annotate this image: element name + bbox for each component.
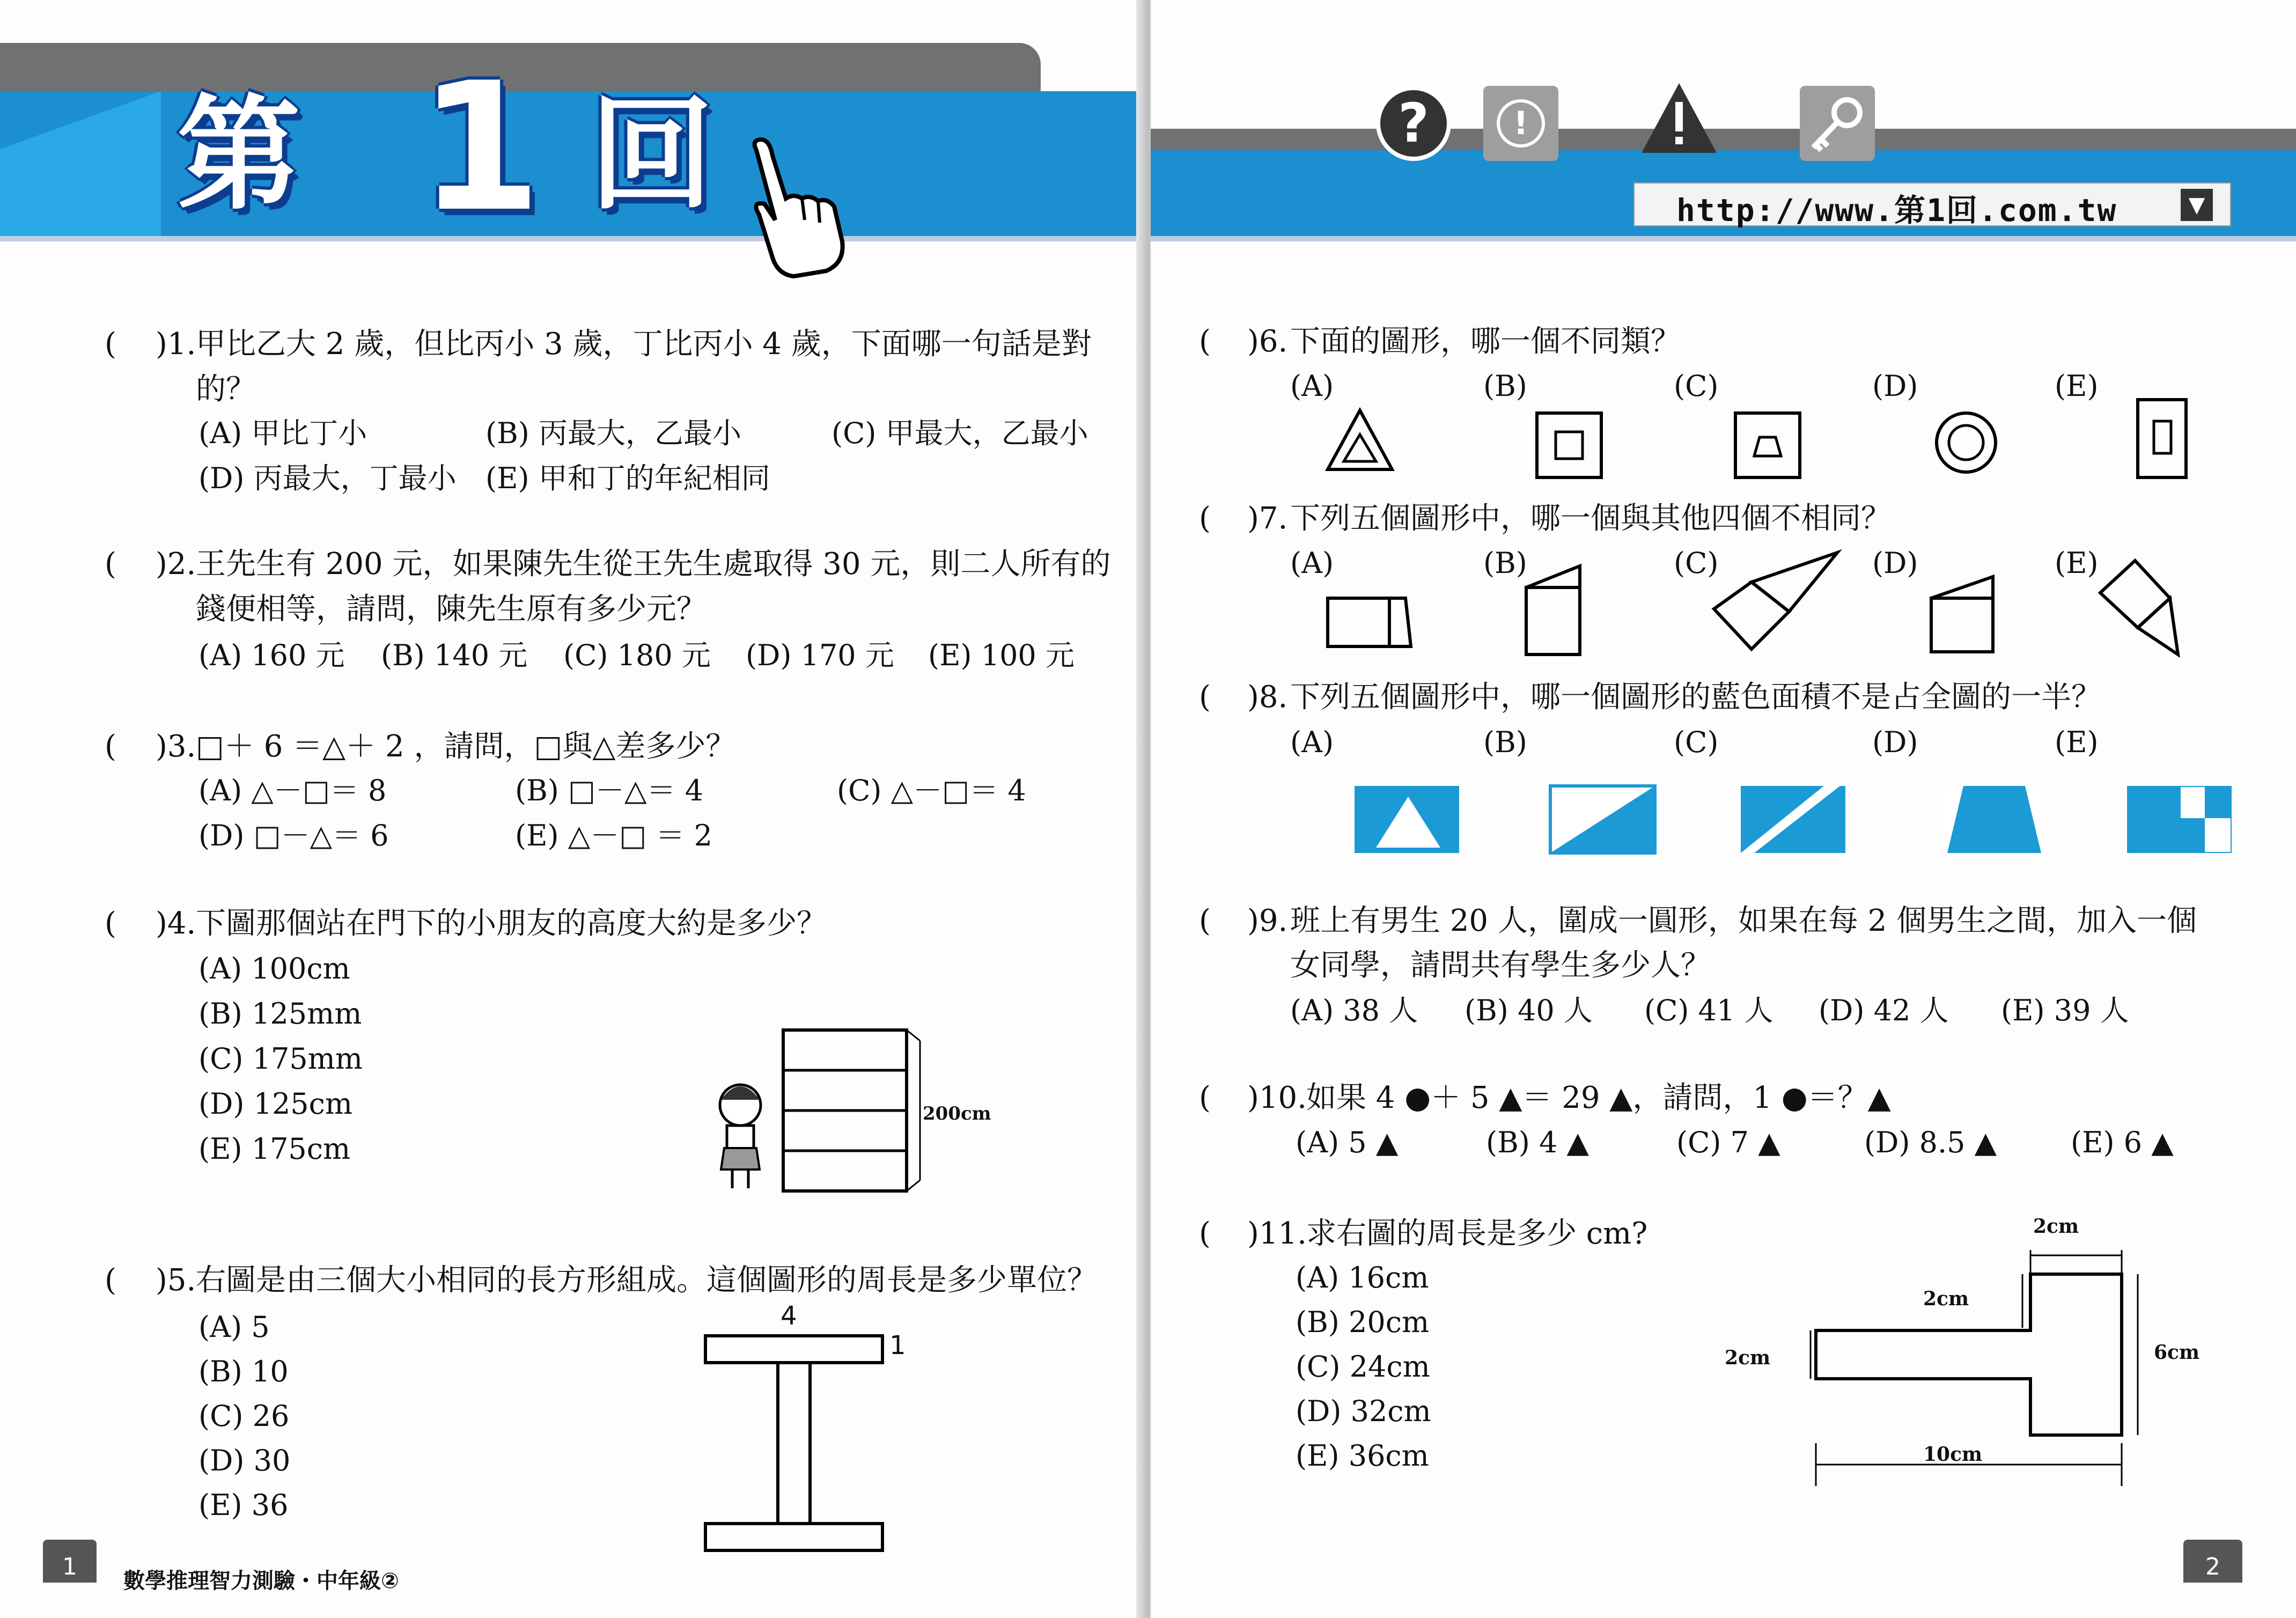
q1-option-d: (D) 丙最大，丁最小 (198, 461, 457, 495)
question-1-text: 甲比乙大 2 歲，但比丙小 3 歲，丁比丙小 4 歲，下面哪一句話是對 (196, 327, 1092, 362)
q7-option-c: (C) (1674, 546, 1719, 580)
title-char-1: 第 (177, 84, 301, 227)
question-7-number: )7. (1247, 501, 1288, 536)
q11-option-e: (E) 36cm (1296, 1439, 1429, 1473)
answer-paren-q5: ( (105, 1263, 116, 1298)
q9-option-b: (B) 40 人 (1465, 994, 1593, 1027)
q9-option-e: (E) 39 人 (2001, 994, 2129, 1027)
q7-option-d: (D) (1872, 546, 1918, 580)
page-number-right: 2 (2205, 1553, 2220, 1580)
q5-option-e: (E) 36 (198, 1488, 289, 1522)
question-4-number: )4. (156, 906, 196, 941)
q6-option-c: (C) (1674, 369, 1719, 403)
q5-label-side: 1 (889, 1330, 906, 1360)
q11-option-a: (A) 16cm (1296, 1261, 1429, 1295)
q6-option-e: (E) (2055, 369, 2099, 403)
answer-paren-q7: ( (1199, 501, 1211, 536)
q10-option-e: (E) 6 ▲ (2071, 1126, 2174, 1159)
header-grey-bar-right (1151, 129, 2296, 150)
q6-option-a: (A) (1290, 369, 1334, 403)
q7-option-b: (B) (1483, 546, 1527, 580)
header-shadow-right (1151, 236, 2296, 241)
question-10-text: 如果 4 ●＋ 5 ▲＝ 29 ▲，請問，1 ●＝？▲ (1306, 1080, 1891, 1115)
answer-paren-q4: ( (105, 906, 116, 941)
q8-figures (1355, 781, 2296, 861)
q5-label-top: 4 (781, 1301, 797, 1331)
question-9-text: 班上有男生 20 人，圍成一圓形，如果在每 2 個男生之間，加入一個 (1290, 903, 2197, 938)
q7-option-e: (E) (2055, 546, 2099, 580)
title-char-2: 1 (418, 45, 542, 251)
question-3-text: □＋ 6 ＝△＋ 2 ，請問，□與△差多少？ (196, 729, 736, 764)
q6-figures (1312, 397, 2250, 483)
q4-option-c: (C) 175mm (198, 1042, 363, 1076)
q10-option-a: (A) 5 ▲ (1296, 1126, 1399, 1159)
q7-figures (1312, 547, 2250, 665)
q8-option-e: (E) (2055, 725, 2099, 759)
q4-option-a: (A) 100cm (198, 952, 350, 985)
q2-option-b: (B) 140 元 (381, 638, 528, 672)
q10-option-d: (D) 8.5 ▲ (1864, 1126, 1997, 1159)
question-icon: ? (1376, 86, 1451, 161)
question-10-number: )10. (1247, 1080, 1307, 1115)
question-9-text-cont: 女同學，請問共有學生多少人？ (1290, 948, 1711, 983)
q6-option-b: (B) (1483, 369, 1527, 403)
q2-option-e: (E) 100 元 (928, 638, 1075, 672)
q11-dim-right: 6cm (2154, 1341, 2200, 1364)
question-8-text: 下列五個圖形中，哪一個圖形的藍色面積不是占全圖的一半？ (1290, 680, 2101, 715)
q9-option-c: (C) 41 人 (1644, 994, 1773, 1027)
q7-option-a: (A) (1290, 546, 1334, 580)
answer-paren-q10: ( (1199, 1080, 1211, 1115)
info-icon: ! (1483, 86, 1558, 161)
question-9-number: )9. (1247, 903, 1288, 938)
left-page (0, 0, 1145, 1618)
q1-option-a: (A) 甲比丁小 (198, 416, 367, 450)
answer-paren-q8: ( (1199, 680, 1211, 715)
answer-paren-q2: ( (105, 547, 116, 582)
question-8-number: )8. (1247, 680, 1288, 715)
header-blue-bar (0, 84, 1145, 236)
q6-option-d: (D) (1872, 369, 1918, 403)
question-6-number: )6. (1247, 324, 1288, 359)
q10-option-c: (C) 7 ▲ (1676, 1126, 1780, 1159)
question-4-text: 下圖那個站在門下的小朋友的高度大約是多少？ (196, 906, 827, 941)
q8-option-c: (C) (1674, 725, 1719, 759)
book-title-footer: 數學推理智力測驗・中年級② (123, 1569, 399, 1593)
q3-option-d: (D) □－△＝ 6 (198, 819, 389, 852)
url-dropdown-icon[interactable]: ▼ (2181, 189, 2213, 221)
q11-option-c: (C) 24cm (1296, 1350, 1430, 1384)
q10-option-b: (B) 4 ▲ (1486, 1126, 1589, 1159)
q2-option-a: (A) 160 元 (198, 638, 345, 672)
question-11-number: )11. (1247, 1216, 1307, 1251)
pointing-hand-icon (735, 134, 853, 279)
question-2-text-cont: 錢便相等，請問，陳先生原有多少元？ (196, 592, 707, 627)
q5-option-c: (C) 26 (198, 1399, 290, 1433)
q8-option-b: (B) (1483, 725, 1527, 759)
q8-option-d: (D) (1872, 725, 1918, 759)
q11-dim-bottom: 10cm (1923, 1443, 1983, 1466)
q3-option-b: (B) □－△＝ 4 (515, 774, 704, 807)
q11-option-b: (B) 20cm (1296, 1305, 1430, 1339)
question-5-text: 右圖是由三個大小相同的長方形組成。這個圖形的周長是多少單位？ (196, 1263, 1097, 1298)
q1-option-e: (E) 甲和丁的年紀相同 (485, 461, 770, 495)
q8-option-a: (A) (1290, 725, 1334, 759)
header-shadow (0, 236, 1145, 241)
key-icon (1800, 86, 1875, 161)
q3-option-e: (E) △－□ ＝ 2 (515, 819, 712, 852)
url-text: http://www.第1回.com.tw (1676, 192, 2117, 229)
q1-option-c: (C) 甲最大，乙最小 (831, 416, 1088, 450)
question-11-text: 求右圖的周長是多少 cm? (1306, 1216, 1648, 1251)
q5-option-d: (D) 30 (198, 1444, 291, 1477)
question-7-text: 下列五個圖形中，哪一個與其他四個不相同？ (1290, 501, 1891, 536)
q3-option-a: (A) △－□＝ 8 (198, 774, 387, 807)
answer-paren-q9: ( (1199, 903, 1211, 938)
question-2-text: 王先生有 200 元，如果陳先生從王先生處取得 30 元，則二人所有的 (196, 547, 1111, 582)
q4-door-figure (708, 1019, 933, 1202)
q3-option-c: (C) △－□＝ 4 (837, 774, 1026, 807)
question-3-number: )3. (156, 729, 196, 764)
q11-dim-step: 2cm (1923, 1288, 1969, 1310)
q4-option-d: (D) 125cm (198, 1087, 353, 1121)
answer-paren-q1: ( (105, 327, 116, 362)
question-6-text: 下面的圖形，哪一個不同類？ (1290, 324, 1681, 359)
question-5-number: )5. (156, 1263, 196, 1298)
q4-option-b: (B) 125mm (198, 997, 362, 1031)
q5-option-a: (A) 5 (198, 1310, 270, 1344)
q2-option-d: (D) 170 元 (746, 638, 894, 672)
q5-option-b: (B) 10 (198, 1355, 289, 1388)
q2-option-c: (C) 180 元 (563, 638, 711, 672)
q11-option-d: (D) 32cm (1296, 1394, 1431, 1428)
title-char-3: 回 (590, 84, 714, 227)
page-number-left: 1 (62, 1553, 77, 1580)
q11-dim-top: 2cm (2033, 1215, 2079, 1238)
answer-paren-q6: ( (1199, 324, 1211, 359)
question-1-number: )1. (156, 327, 196, 362)
answer-paren-q3: ( (105, 729, 116, 764)
q9-option-a: (A) 38 人 (1290, 994, 1418, 1027)
q4-door-height-label: 200cm (923, 1103, 991, 1124)
answer-paren-q11: ( (1199, 1216, 1211, 1251)
q1-option-b: (B) 丙最大，乙最小 (485, 416, 741, 450)
right-page (1151, 0, 2296, 1618)
warning-icon (1639, 80, 1719, 156)
q4-option-e: (E) 175cm (198, 1132, 351, 1166)
q5-i-beam-figure (697, 1325, 896, 1561)
q9-option-d: (D) 42 人 (1819, 994, 1949, 1027)
q11-dim-left: 2cm (1725, 1347, 1771, 1369)
question-2-number: )2. (156, 547, 196, 582)
question-1-text-cont: 的？ (196, 372, 256, 407)
